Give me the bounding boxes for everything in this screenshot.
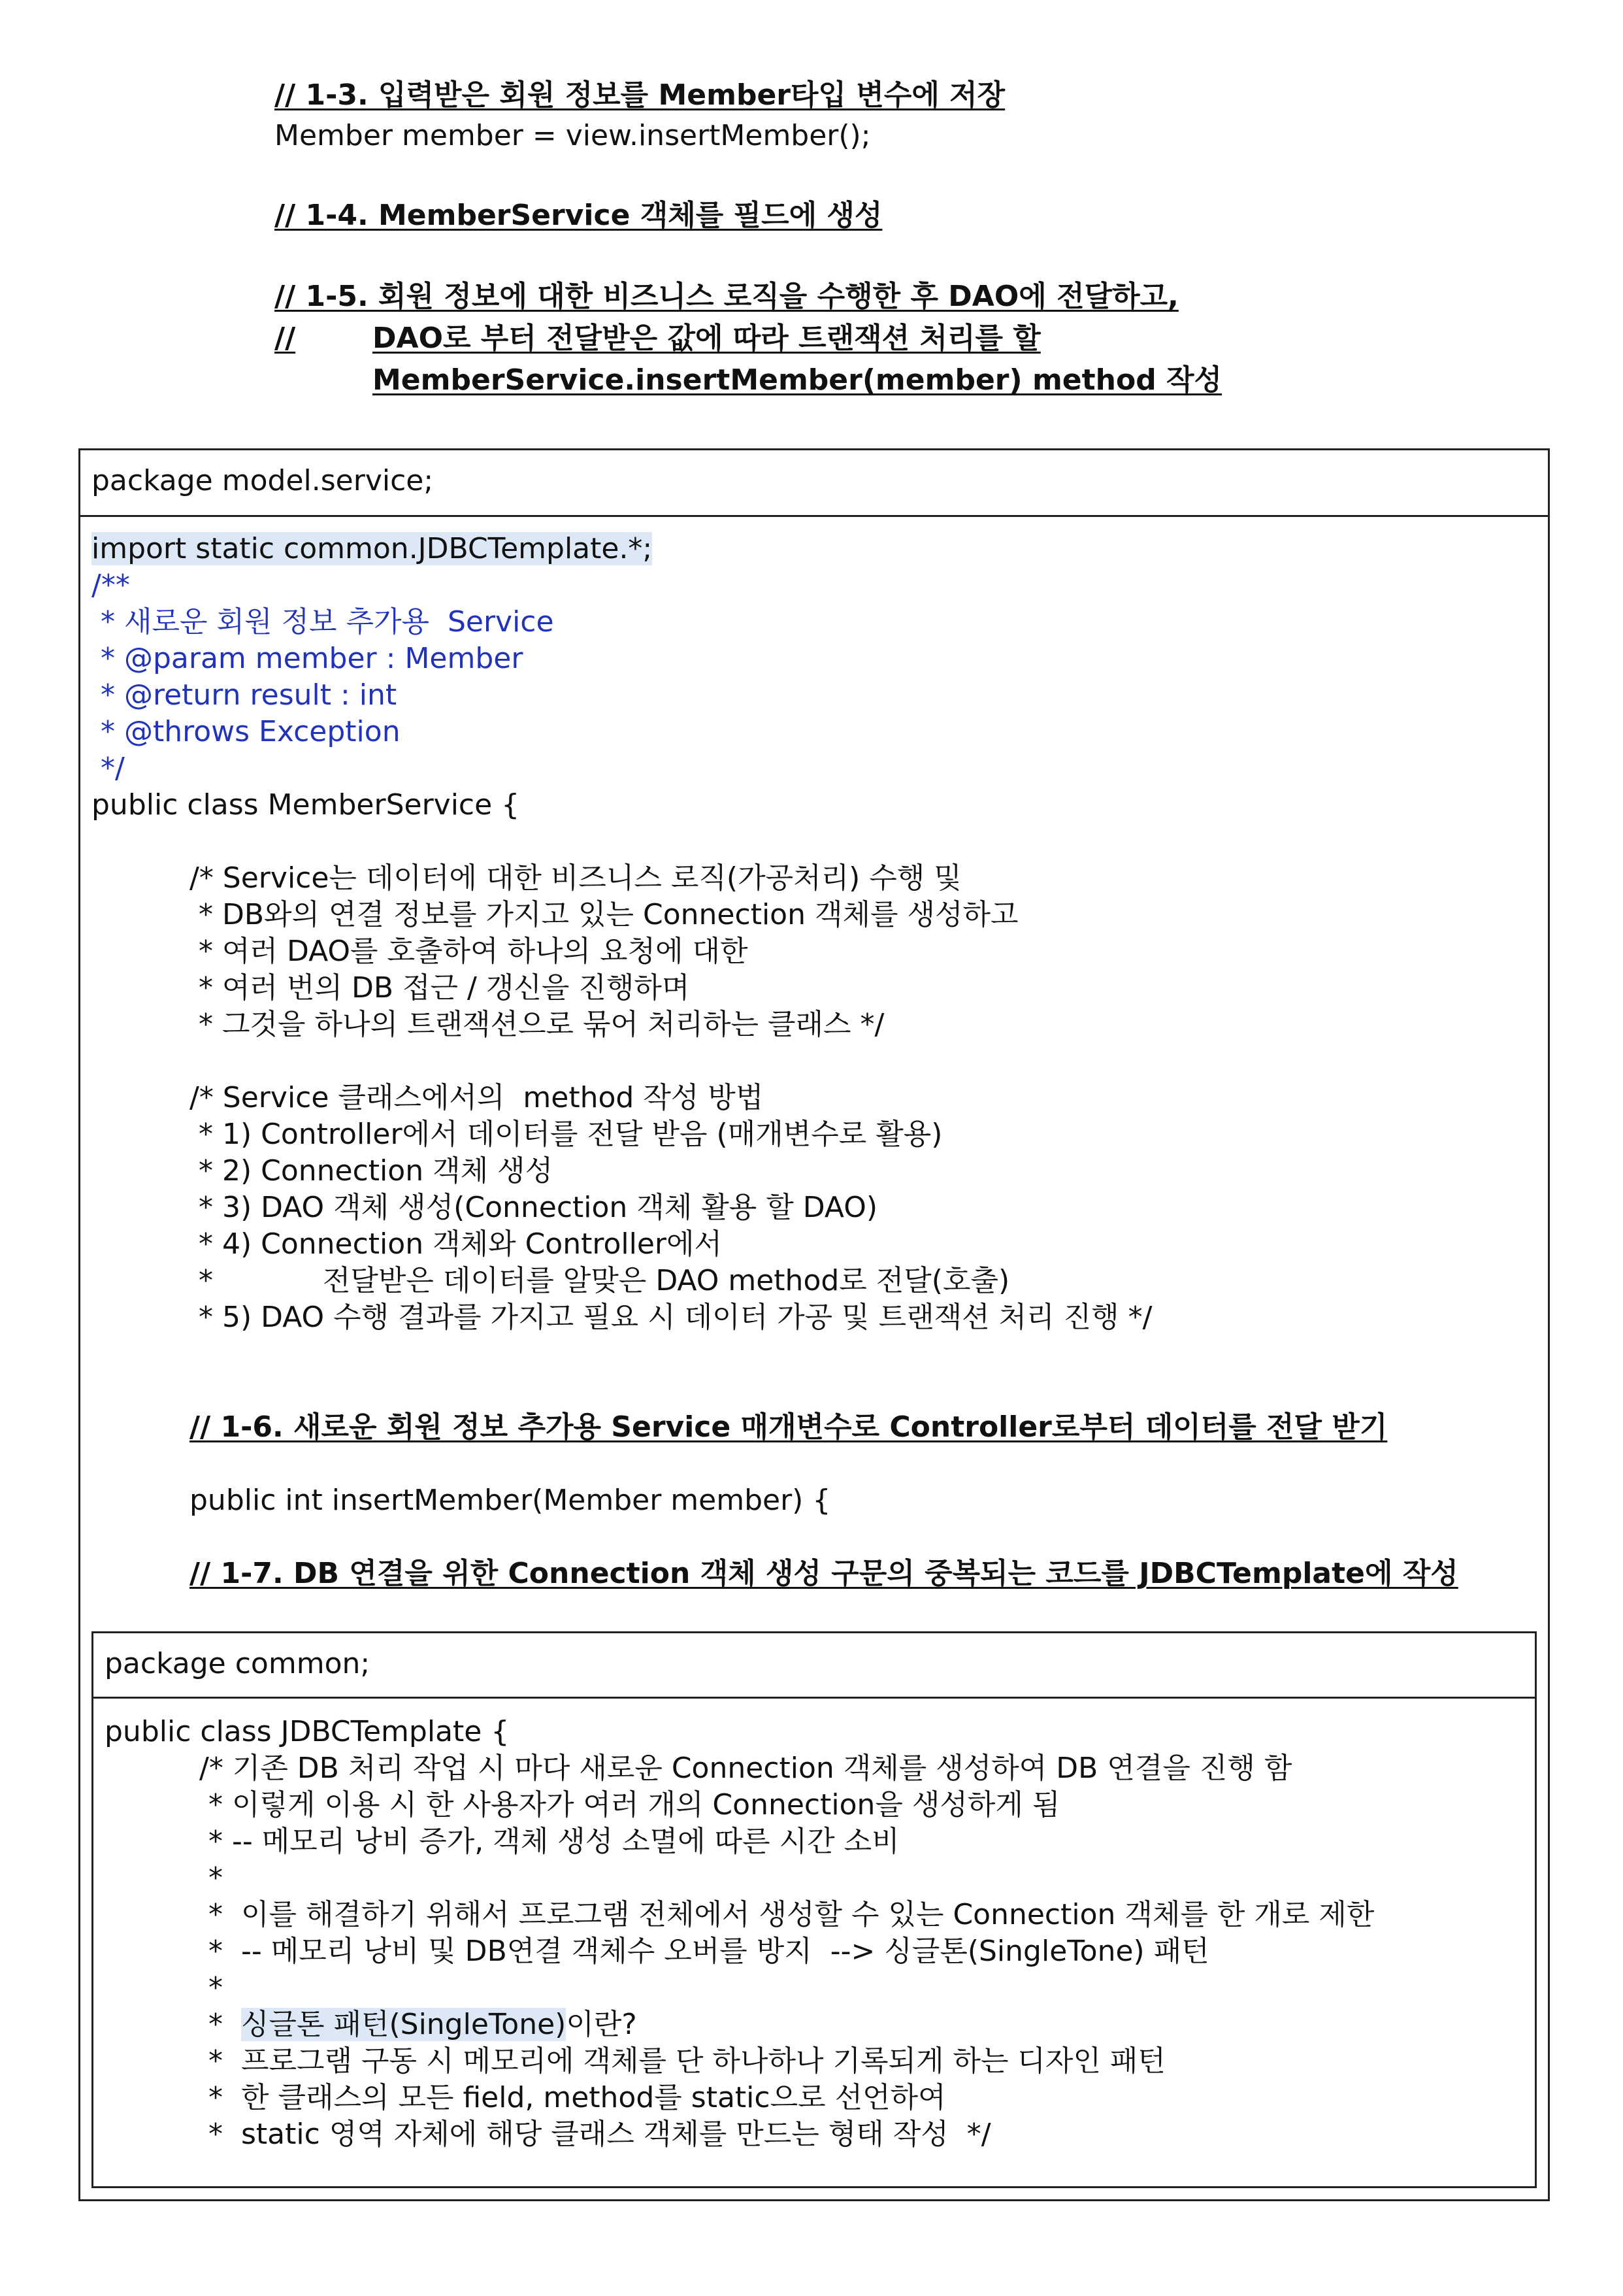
comment-line: * 2) Connection 객체 생성 xyxy=(189,1154,553,1188)
import-line xyxy=(91,531,652,567)
comment-line: * 1) Controller에서 데이터를 전달 받음 (매개변수로 활용) xyxy=(189,1118,943,1151)
heading-1-5b-slash: // xyxy=(274,322,296,355)
comment-line: * xyxy=(199,1971,223,2005)
class-declaration-memberservice: public class MemberService { xyxy=(91,788,520,822)
comment-line: * DB와의 연결 정보를 가지고 있는 Connection 객체를 생성하고 xyxy=(189,898,1019,931)
comment-line: * static 영역 자체에 해당 클래스 객체를 만드는 형태 작성 */ xyxy=(199,2118,991,2151)
singleton-highlight: 싱글톤 패턴(SingleTone) xyxy=(240,2008,566,2041)
javadoc-line: * @return result : int xyxy=(91,678,397,712)
service-box-divider xyxy=(78,515,1550,517)
singleton-prefix: * xyxy=(199,2008,241,2041)
heading-1-6: // 1-6. 새로운 회원 정보 추가용 Service 매개변수로 Controller로부터 데이터를 전달 받기 xyxy=(189,1410,1388,1444)
comment-line: * 전달받은 데이터를 알맞은 DAO method로 전달(호출) xyxy=(189,1264,1010,1297)
heading-1-3: // 1-3. 입력받은 회원 정보를 Member타입 변수에 저장 xyxy=(274,78,1006,112)
singleton-suffix: 이란? xyxy=(566,2008,637,2041)
javadoc-line: * @param member : Member xyxy=(91,642,523,675)
javadoc-line: */ xyxy=(91,752,125,785)
comment-line: * -- 메모리 낭비 및 DB연결 객체수 오버를 방지 --> 싱글톤(SingleTone) 패턴 xyxy=(199,1935,1209,1968)
javadoc-line: * 새로운 회원 정보 추가용 Service xyxy=(91,605,554,639)
code-line-member-insert: Member member = view.insertMember(); xyxy=(274,119,871,152)
comment-line: * xyxy=(199,1861,223,1895)
comment-line: /* Service는 데이터에 대한 비즈니스 로직(가공처리) 수행 및 xyxy=(189,861,962,895)
comment-line: * 4) Connection 객체와 Controller에서 xyxy=(189,1227,723,1261)
comment-line: /* Service 클래스에서의 method 작성 방법 xyxy=(189,1081,764,1114)
heading-1-4: // 1-4. MemberService 객체를 필드에 생성 xyxy=(274,199,883,232)
singleton-question-line xyxy=(199,2006,637,2043)
method-declaration-insertmember: public int insertMember(Member member) { xyxy=(189,1484,831,1517)
heading-1-7: // 1-7. DB 연결을 위한 Connection 객체 생성 구문의 중복되는 코드를 JDBCTemplate에 작성 xyxy=(189,1557,1458,1590)
comment-line: * 3) DAO 객체 생성(Connection 객체 활용 할 DAO) xyxy=(189,1191,877,1224)
comment-line: * 한 클래스의 모든 field, method를 static으로 선언하여 xyxy=(199,2081,946,2114)
comment-line: * 여러 DAO를 호출하여 하나의 요청에 대한 xyxy=(189,935,748,968)
comment-line: * 여러 번의 DB 접근 / 갱신을 진행하며 xyxy=(189,971,690,1005)
comment-line: * 5) DAO 수행 결과를 가지고 필요 시 데이터 가공 및 트랜잭션 처리 진행 */ xyxy=(189,1301,1153,1334)
heading-1-5c: MemberService.insertMember(member) method 작성 xyxy=(372,363,1222,397)
template-package-line: package common; xyxy=(105,1647,370,1680)
heading-1-5b: DAO로 부터 전달받은 값에 따라 트랜잭션 처리를 할 xyxy=(372,322,1041,355)
comment-line: * 그것을 하나의 트랜잭션으로 묶어 처리하는 클래스 */ xyxy=(189,1008,885,1041)
javadoc-line: * @throws Exception xyxy=(91,715,401,748)
template-box-divider xyxy=(91,1697,1537,1699)
comment-line: /* 기존 DB 처리 작업 시 마다 새로운 Connection 객체를 생성하여 DB 연결을 진행 함 xyxy=(199,1752,1292,1785)
class-declaration-jdbctemplate: public class JDBCTemplate { xyxy=(105,1715,510,1748)
comment-line: * 이를 해결하기 위해서 프로그램 전체에서 생성할 수 있는 Connection 객체를 한 개로 제한 xyxy=(199,1898,1375,1931)
comment-line: * -- 메모리 낭비 증가, 객체 생성 소멸에 따른 시간 소비 xyxy=(199,1825,900,1858)
comment-line: * 이렇게 이용 시 한 사용자가 여러 개의 Connection을 생성하게 됨 xyxy=(199,1788,1060,1822)
heading-1-5a: // 1-5. 회원 정보에 대한 비즈니스 로직을 수행한 후 DAO에 전달하고, xyxy=(274,280,1179,313)
service-package-line: package model.service; xyxy=(91,464,434,497)
javadoc-line: /** xyxy=(91,569,130,602)
import-line-highlight: import static common.JDBCTemplate.*; xyxy=(91,532,653,565)
comment-line: * 프로그램 구동 시 메모리에 객체를 단 하나하나 기록되게 하는 디자인 패턴 xyxy=(199,2044,1166,2078)
